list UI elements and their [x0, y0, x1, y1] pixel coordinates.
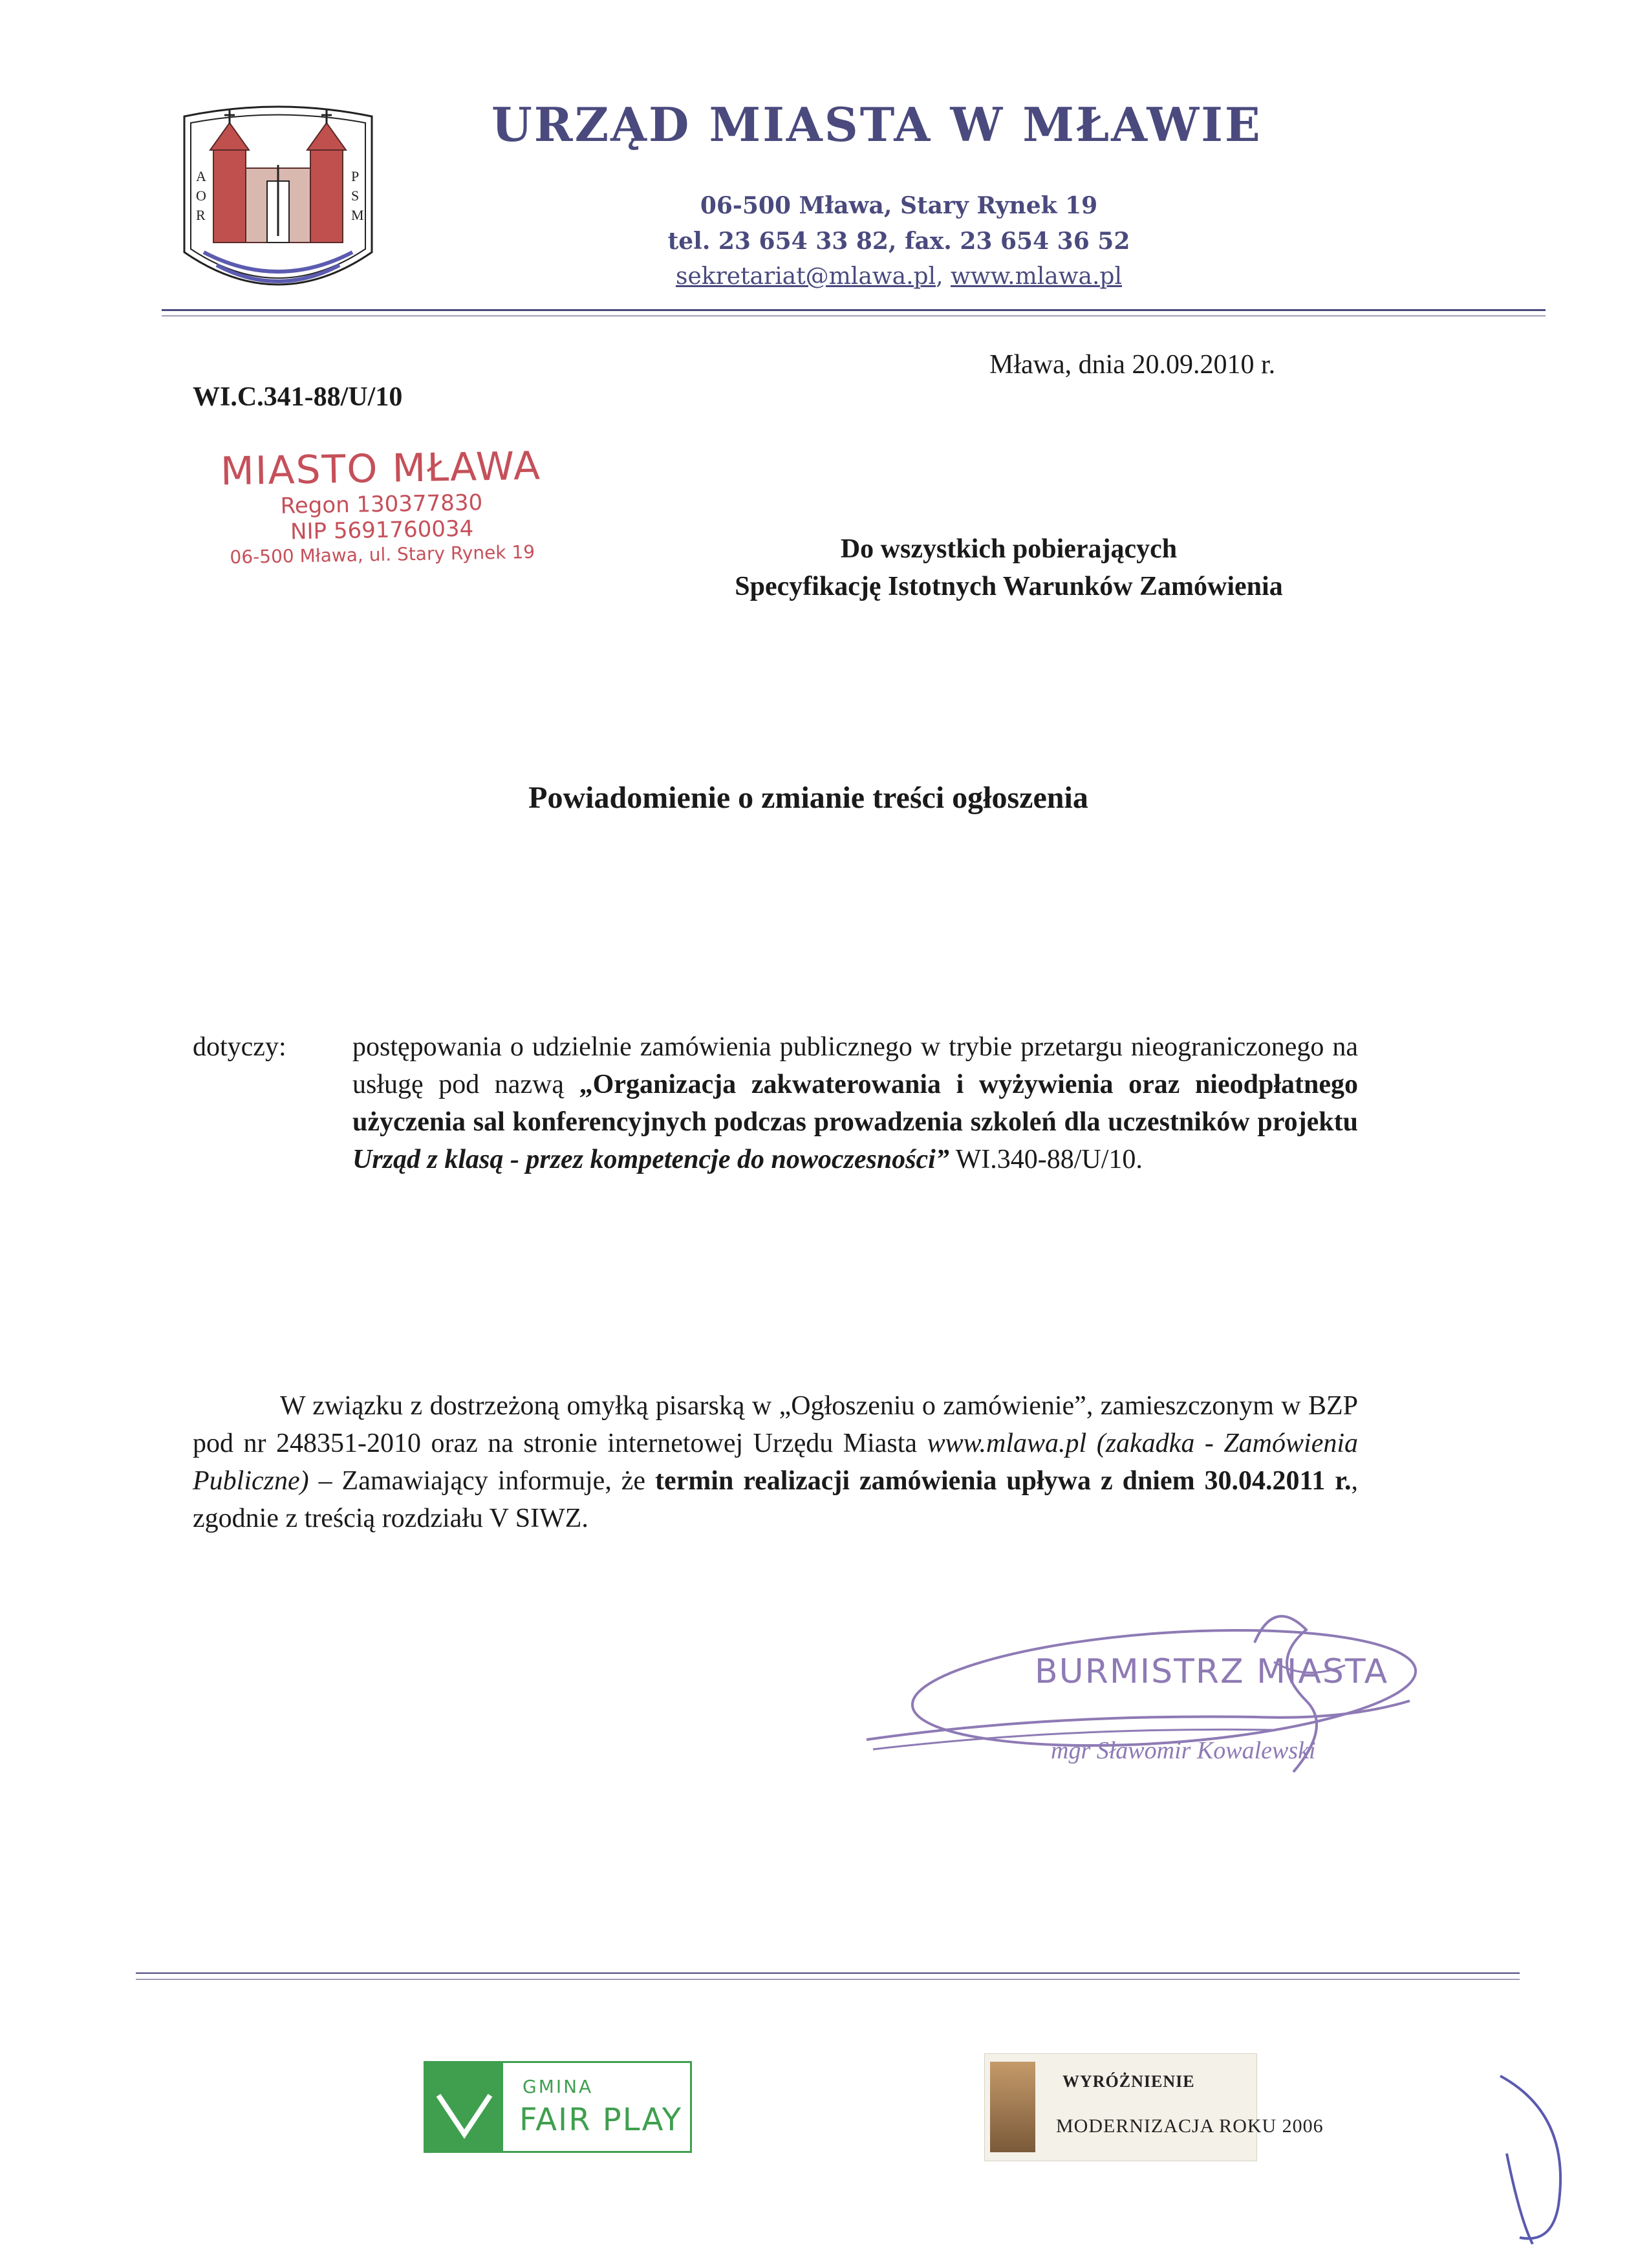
footer-divider-thin [136, 1979, 1520, 1980]
svg-text:M: M [351, 207, 364, 223]
main-paragraph [193, 1387, 1358, 1537]
main-part-1: W związku z dostrzeżoną omyłką pisarską w „Ogłoszeniu o zamówienie”, zamieszczonym w BZP pod nr 248351-2010 oraz na stronie internetowej Urzędu Miasta [193, 1391, 1358, 1458]
website-reference: www.mlawa.pl (zakadka - Zamówienia Publiczne) [193, 1429, 1359, 1496]
concerns-label: dotyczy: [193, 1032, 286, 1062]
stamp-address: 06-500 Mława, ul. Stary Rynek 19 [230, 541, 535, 568]
fair-play-name: FAIR PLAY [519, 2102, 683, 2138]
notice-title: Powiadomienie o zmianie treści ogłoszenia [528, 781, 1088, 815]
svg-text:P: P [351, 168, 360, 184]
svg-text:R: R [196, 207, 206, 223]
fair-play-check-icon [426, 2063, 503, 2151]
office-address: 06-500 Mława, Stary Rynek 19 [700, 192, 1098, 219]
project-name: Urząd z klasą - przez kompetencje do nowoczesności” [352, 1145, 949, 1174]
office-phone: tel. 23 654 33 82, fax. 23 654 36 52 [667, 228, 1130, 255]
handwritten-signature-icon [854, 1604, 1423, 1798]
link-separator: , [936, 263, 943, 290]
svg-text:A: A [196, 168, 206, 184]
stamp-title: MIASTO MŁAWA [220, 443, 542, 495]
footer-divider [136, 1972, 1520, 1974]
svg-text:S: S [351, 188, 360, 204]
award-statue-icon [990, 2062, 1035, 2152]
reference-number: WI.C.341-88/U/10 [193, 382, 403, 412]
signature-stamp-name: mgr Sławomir Kowalewski [1051, 1737, 1316, 1764]
handwritten-mark-icon [1481, 2063, 1584, 2257]
office-name: URZĄD MIASTA W MŁAWIE [491, 97, 1262, 152]
award-subtitle: MODERNIZACJA ROKU 2006 [1056, 2115, 1324, 2137]
office-contact-links [511, 263, 1287, 290]
stamp-regon: Regon 130377830 [280, 490, 483, 519]
deadline-statement: termin realizacji zamówienia upływa z dniem 30.04.2011 r. [655, 1466, 1352, 1496]
award-title: WYRÓŻNIENIE [1062, 2072, 1195, 2091]
website-link[interactable]: www.mlawa.pl [950, 263, 1122, 290]
email-link[interactable]: sekretariat@mlawa.pl [675, 263, 936, 290]
stamp-nip: NIP 5691760034 [290, 515, 474, 545]
award-logo [984, 2053, 1324, 2161]
concerns-intro: postępowania o udzielnie zamówienia publicznego w trybie przetargu nieograniczonego na usługę pod nazwą [352, 1032, 1358, 1099]
concerns-text [352, 1028, 1358, 1178]
company-stamp [186, 443, 576, 570]
procurement-reference: WI.340-88/U/10. [949, 1145, 1143, 1174]
fair-play-gmina: GMINA [523, 2076, 594, 2097]
main-part-3: , zgodnie z treścią rozdziału V SIWZ. [193, 1466, 1358, 1533]
header-divider [162, 309, 1546, 311]
addressee-line-2: Specyfikację Istotnych Warunków Zamówienia [735, 572, 1283, 601]
letter-date: Mława, dnia 20.09.2010 r. [989, 350, 1276, 380]
addressee [647, 530, 1371, 605]
fair-play-logo [424, 2061, 692, 2153]
main-part-2: – Zamawiający informuje, że [308, 1466, 656, 1496]
svg-text:O: O [196, 188, 206, 204]
procurement-subject: „Organizacja zakwaterowania i wyżywienia oraz nieodpłatnego użyczenia sal konferencyjnych podczas prowadzenia szkoleń dla uczestników projektu [352, 1070, 1358, 1137]
city-crest-icon [178, 103, 378, 310]
signature-stamp-title: BURMISTRZ MIASTA [1035, 1652, 1389, 1691]
addressee-line-1: Do wszystkich pobierających [840, 534, 1178, 564]
